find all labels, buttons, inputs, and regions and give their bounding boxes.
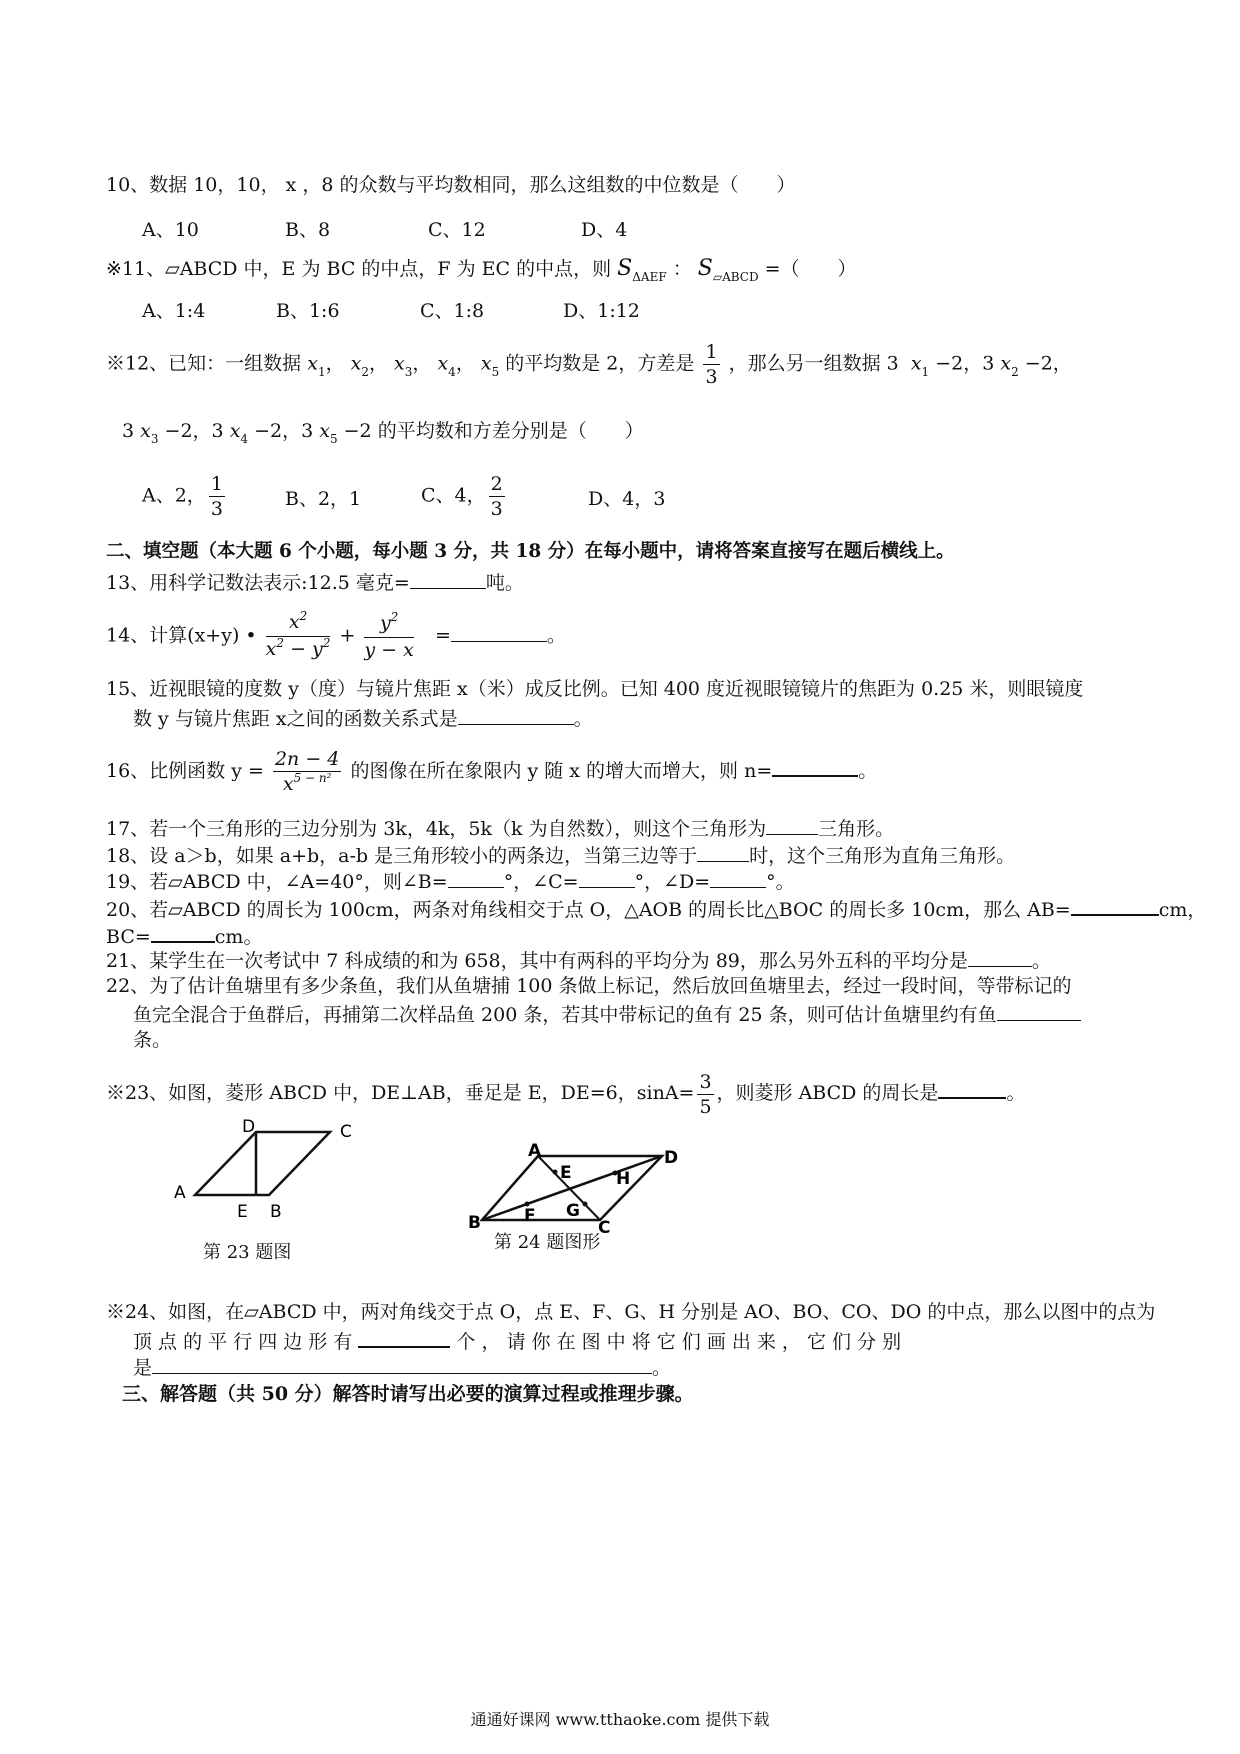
- q20-blank-ab[interactable]: [1071, 894, 1159, 916]
- question-20-line1: 20、若▱ABCD 的周长为 100cm，两条对角线相交于点 O，△AOB 的周长比△BOC 的周长多 10cm，那么 AB= cm，: [106, 894, 1206, 923]
- fig24-label-a: A: [528, 1141, 542, 1161]
- q12-stem-part1: ※12、已知：一组数据: [106, 352, 302, 375]
- question-20-line2: BC= cm。: [106, 921, 262, 950]
- question-16: 16、比例函数 y = $\frac{2n - 4}{x^{5 - n^2}}$ 的图像在所在象限内 y 随 x 的增大而增大，则 n= 。: [106, 747, 878, 795]
- q11-option-c: C、1:8: [420, 300, 485, 322]
- question-13: 13、用科学记数法表示:12.5 毫克= 吨。: [106, 568, 524, 596]
- q12-stem-part2: 的平均数是 2，方差是: [505, 352, 695, 375]
- q19-blank-b[interactable]: [448, 867, 504, 888]
- fig24-label-h: H: [616, 1169, 631, 1189]
- q11-stem-part2: =（ ）: [764, 258, 857, 280]
- question-23: ※23、如图，菱形 ABCD 中，DE⊥AB，垂足是 E，DE=6，sinA= $\frac{3}{5}$ ，则菱形 ABCD 的周长是 。: [106, 1070, 1026, 1118]
- q24-count-blank[interactable]: [358, 1326, 450, 1348]
- q10-option-c: C、12: [428, 219, 486, 241]
- q11-stem-part1: ※11、▱ABCD 中，E 为 BC 的中点，F 为 EC 的中点，则: [106, 258, 612, 280]
- question-12-stem: ※12、已知：一组数据 $x_1$， $x_2$， $x_3$， $x_4$， $x_5$ 的平均数是 2，方差是 $\frac{1}{3}$ ，那么另一组数据 3 $x_1 -2$，3 $x_2 -2$，: [106, 341, 1072, 388]
- q11-s-aef: S: [617, 256, 633, 281]
- question-21: 21、某学生在一次考试中 7 科成绩的和为 658，其中有两科的平均分为 89，那么另外五科的平均分是 。: [106, 946, 1051, 974]
- q12-variance-fraction: $\frac{1}{3}$: [705, 341, 718, 388]
- section-3-heading: 三、解答题（共 50 分）解答时请写出必要的演算过程或推理步骤。: [122, 1383, 694, 1405]
- q11-option-d: D、1:12: [563, 300, 640, 322]
- q10-option-d: D、4: [581, 219, 628, 241]
- question-22-line3: 条。: [133, 1029, 172, 1051]
- question-11-stem: ※11、▱ABCD 中，E 为 BC 的中点，F 为 EC 的中点，则 $S_{\Delta AEF}$ ： $S_{▱ABCD}$ =（ ）: [106, 256, 857, 284]
- q12-option-a: A、2， $\frac{1}{3}$: [142, 473, 223, 520]
- q23-answer-blank[interactable]: [938, 1077, 1006, 1099]
- q22-answer-blank[interactable]: [997, 1000, 1081, 1021]
- fig24-label-g: G: [566, 1201, 580, 1221]
- figure-24-caption: 第 24 题图形: [494, 1232, 601, 1253]
- fig24-label-e: E: [560, 1163, 572, 1183]
- q10-option-b: B、8: [285, 219, 331, 241]
- question-12-line2: 3 $x_3 -2$，3 $x_4 -2$，3 $x_5 -2$ 的平均数和方差分别是（ ）: [122, 420, 644, 446]
- q24-list-blank[interactable]: [152, 1353, 652, 1374]
- q11-option-a: A、1:4: [142, 300, 206, 322]
- section-2-heading: 二、填空题（本大题 6 个小题，每小题 3 分，共 18 分）在每小题中，请将答案直接写在题后横线上。: [106, 541, 955, 562]
- question-22-line2: 鱼完全混合于鱼群后，再捕第二次样品鱼 200 条，若其中带标记的鱼有 25 条，则可估计鱼塘里约有鱼: [133, 1000, 1081, 1028]
- fig24-label-c: C: [598, 1218, 611, 1236]
- q13-answer-blank[interactable]: [410, 568, 486, 589]
- figure-24-parallelogram: [462, 1136, 692, 1236]
- fig23-label-d: D: [242, 1117, 256, 1137]
- q19-blank-c[interactable]: [579, 867, 635, 888]
- question-24-line2: 顶 点 的 平 行 四 边 形 有 个 ， 请 你 在 图 中 将 它 们 画 出 来 ， 它 们 分 别: [133, 1326, 901, 1355]
- question-18: 18、设 a＞b，如果 a+b，a-b 是三角形较小的两条边，当第三边等于 时，这个三角形为直角三角形。: [106, 841, 1015, 869]
- question-15-line1: 15、近视眼镜的度数 y（度）与镜片焦距 x（米）成反比例。已知 400 度近视眼镜镜片的焦距为 0.25 米，则眼镜度: [106, 678, 1084, 700]
- fig23-label-b: B: [270, 1202, 282, 1222]
- q18-answer-blank[interactable]: [697, 841, 749, 862]
- q11-option-b: B、1:6: [276, 300, 340, 322]
- q12-line2-tail: 的平均数和方差分别是（ ）: [377, 420, 644, 442]
- q11-s-aef-sub: ΔAEF: [632, 270, 667, 284]
- q11-s-abcd-sub: ▱ABCD: [712, 270, 759, 284]
- fig23-label-a: A: [174, 1183, 186, 1203]
- question-10-stem: 10、数据 10，10， x ，8 的众数与平均数相同，那么这组数的中位数是（ ）: [106, 174, 796, 196]
- fig23-label-e: E: [237, 1202, 248, 1222]
- question-24-line1: ※24、如图，在▱ABCD 中，两对角线交于点 O，点 E、F、G、H 分别是 AO、BO、CO、DO 的中点，那么以图中的点为: [106, 1301, 1156, 1323]
- question-22-line1: 22、为了估计鱼塘里有多少条鱼，我们从鱼塘捕 100 条做上标记，然后放回鱼塘里去，经过一段时间，等带标记的: [106, 975, 1072, 997]
- q20-blank-bc[interactable]: [151, 921, 215, 943]
- question-17: 17、若一个三角形的三边分别为 3k，4k，5k（k 为自然数），则这个三角形为 三角形。: [106, 814, 894, 842]
- q10-option-a: A、10: [142, 219, 199, 241]
- q12-option-c: C、4， $\frac{2}{3}$: [421, 473, 503, 520]
- q21-answer-blank[interactable]: [968, 946, 1032, 967]
- question-24-line3: 是 。: [133, 1353, 671, 1381]
- q19-blank-d[interactable]: [710, 867, 766, 888]
- fig24-label-b: B: [468, 1213, 481, 1233]
- fig23-label-c: C: [340, 1122, 352, 1142]
- q17-answer-blank[interactable]: [766, 814, 818, 835]
- q12-option-b: B、2，1: [285, 488, 362, 510]
- figure-23-caption: 第 23 题图: [203, 1242, 292, 1263]
- q12-stem-part3: ，那么另一组数据 3: [728, 352, 899, 375]
- q15-answer-blank[interactable]: [458, 704, 574, 725]
- question-14: 14、计算(x+y) • $\frac{x^2}{x^2 - y^2}$ + $\frac{y^2}{y - x}$ = 。: [106, 609, 566, 661]
- fig24-label-d: D: [664, 1148, 679, 1168]
- q16-answer-blank[interactable]: [772, 755, 858, 777]
- page-footer: 通通好课网 www.tthaoke.com 提供下载: [470, 1710, 770, 1729]
- q14-answer-blank[interactable]: [451, 621, 547, 642]
- question-15-line2: 数 y 与镜片焦距 x之间的函数关系式是 。: [133, 704, 593, 732]
- figure-23-rhombus: [160, 1110, 380, 1222]
- fig24-label-f: F: [524, 1206, 536, 1226]
- q11-s-abcd: S: [697, 256, 713, 281]
- question-19: 19、若▱ABCD 中，∠A=40°，则∠B= °，∠C= °，∠D= °。: [106, 867, 795, 895]
- q12-option-d: D、4，3: [588, 488, 666, 510]
